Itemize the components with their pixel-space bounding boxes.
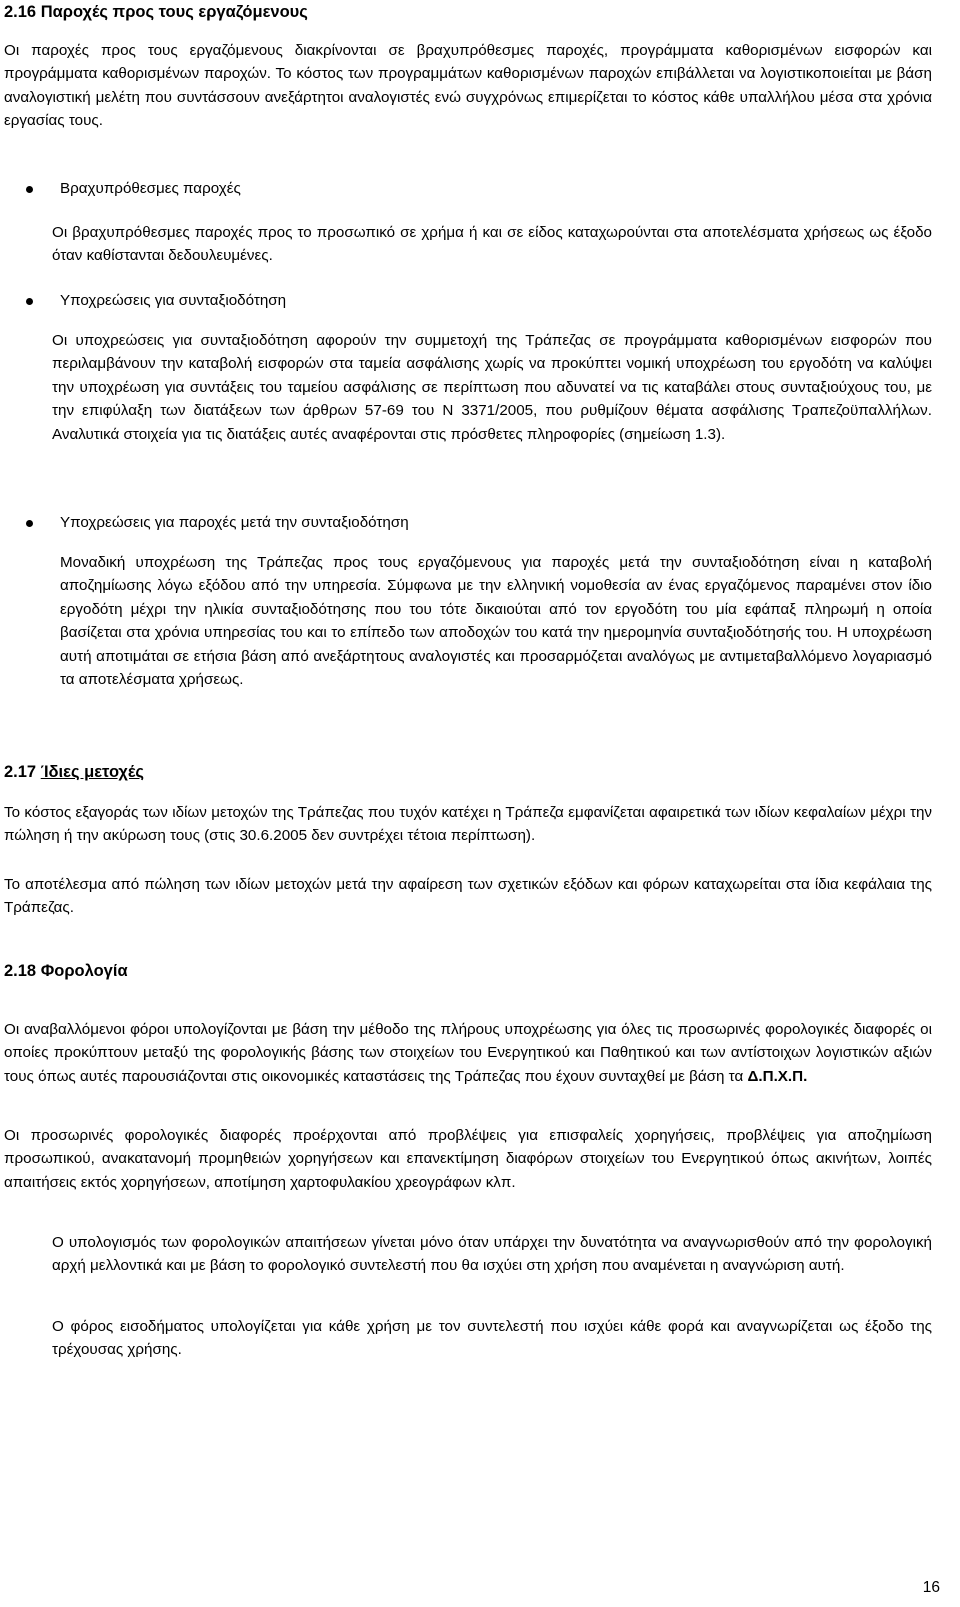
item-text-short-term-benefits: Οι βραχυπρόθεσμες παροχές προς το προσωπικό σε χρήμα ή και σε είδος καταχωρούνται στα αποτελέσματα χρήσεως ως έξοδο όταν καθίστανται δεδουλευμένες. — [52, 224, 932, 265]
section-2-17-paragraph-1: Το κόστος εξαγοράς των ιδίων μετοχών της Τράπεζας που τυχόν κατέχει η Τράπεζα εμφανίζεται αφαιρετικά των ιδίων κεφαλαίων μέχρι την πώληση ή την ακύρωση τους (στις 30.6.2005 δεν συντρέχει τέτοια περίπτωση). — [4, 804, 932, 845]
section-heading-2-16: 2.16 Παροχές προς τους εργαζόμενους — [4, 3, 308, 21]
section-heading-2-18 — [4, 961, 128, 981]
section-2-18-paragraph-3: Ο υπολογισμός των φορολογικών απαιτήσεων γίνεται μόνο όταν υπάρχει την δυνατότητα να αναγνωρισθούν από την φορολογική αρχή μελλοντικά και με βάση το φορολογικό συντελεστή που θα ισχύει στη χρήση που αναμένεται η αναγνώριση αυτή. — [52, 1234, 932, 1275]
section-2-16-intro: Οι παροχές προς τους εργαζόμενους διακρίνονται σε βραχυπρόθεσμες παροχές, προγράμματα καθορισμένων εισφορών και προγράμματα καθορισμένων παροχών. Το κόστος των προγραμμάτων καθορισμένων παροχών επιβάλλεται να λογιστικοποιείται με βάση αναλογιστική μελέτη που συντάσσουν ανεξάρτητοι αναλογιστές ενώ συγχρόνως επιμερίζεται το κόστος κάθε υπαλλήλου μέσα στα χρόνια εργασίας τους. — [4, 42, 932, 130]
item-label-pension-obligations: Υποχρεώσεις για συνταξιοδότηση — [60, 292, 287, 309]
section-number: 2.18 — [4, 962, 37, 980]
standards-abbreviation: Δ.Π.Χ.Π. — [747, 1067, 808, 1085]
section-2-18-paragraph-1 — [4, 1018, 932, 1088]
section-title: Ίδιες μετοχές — [40, 763, 144, 781]
bullet-marker — [26, 520, 33, 527]
section-number: 2.17 — [4, 763, 37, 781]
item-label-short-term-benefits: Βραχυπρόθεσμες παροχές — [60, 180, 241, 197]
bullet-marker — [26, 186, 33, 193]
page-number: 16 — [922, 1579, 940, 1596]
section-2-18-paragraph-2: Οι προσωρινές φορολογικές διαφορές προέρχονται από προβλέψεις για επισφαλείς χορηγήσεις, προβλέψεις για αποζημίωση προσωπικού, ανακατανομή προμηθειών χορηγήσεων και επανεκτίμηση διαφόρων στοιχείων του Ενεργητικού όπως ακινήτων, λοιπές απαιτήσεις εκτός χορηγήσεων, αποτίμηση χαρτοφυλακίου χρεογράφων κλπ. — [4, 1127, 932, 1191]
item-text-pension-obligations: Οι υποχρεώσεις για συνταξιοδότηση αφορούν την συμμετοχή της Τράπεζας σε προγράμματα καθορισμένων εισφορών που περιλαμβάνουν την καταβολή εισφορών στα ταμεία ασφάλισης χωρίς να προκύπτει νομική υποχρέωση του εργοδότη να καλύψει την υποχρέωση για συντάξεις του ταμείου ασφάλισης σε περίπτωση που αδυνατεί να τις καταβάλει στους συνταξιούχους του, με την επιφύλαξη των διατάξεων των άρθρων 57-69 του Ν 3371/2005, που ρυθμίζουν θέματα ασφάλισης Τραπεζοϋπαλλήλων. Αναλυτικά στοιχεία για τις διατάξεις αυτές αναφέρονται στις πρόσθετες πληροφορίες (σημείωση 1.3). — [52, 332, 932, 443]
paragraph-text: Οι αναβαλλόμενοι φόροι υπολογίζονται με βάση την μέθοδο της πλήρους υποχρέωσης για όλες τις προσωρινές φορολογικές διαφορές οι οποίες προκύπτουν μεταξύ της φορολογικής βάσης των στοιχείων του Ενεργητικού και Παθητικού και των αντίστοιχων λογιστικών αξιών τους όπως αυτές παρουσιάζονται στις οικονομικές καταστάσεις της Τράπεζας που έχουν συνταχθεί με βάση τα — [4, 1021, 932, 1085]
item-text-post-retirement-obligations: Μοναδική υποχρέωση της Τράπεζας προς τους εργαζόμενους για παροχές μετά την συνταξιοδότηση είναι η καταβολή αποζημίωσης λόγω εξόδου από την υπηρεσία. Σύμφωνα με την ελληνική νομοθεσία αν ένας εργαζόμενος παραμένει στον ίδιο εργοδότη μέχρι την ηλικία συνταξιοδότησης που του τότε δικαιούται από τον εργοδότη του μία εφάπαξ πληρωμή η οποία βασίζεται στα χρόνια υπηρεσίας του και το επίπεδο των αποδοχών του κατά την ημερομηνία συνταξιοδότησής του. Η υποχρέωση αυτή αποτιμάται σε ετήσια βάση από ανεξάρτητους αναλογιστές και προσαρμόζεται αναλόγως με αντιμεταβαλλόμενο λογαριασμό τα αποτελέσματα χρήσεως. — [60, 554, 932, 689]
section-title: Φορολογία — [40, 962, 128, 980]
section-2-17-paragraph-2: Το αποτέλεσμα από πώληση των ιδίων μετοχών μετά την αφαίρεση των σχετικών εξόδων και φόρων καταχωρείται στα ίδια κεφάλαια της Τράπεζας. — [4, 876, 932, 917]
item-label-post-retirement-obligations: Υποχρεώσεις για παροχές μετά την συνταξιοδότηση — [60, 514, 409, 531]
section-2-18-paragraph-4: Ο φόρος εισοδήματος υπολογίζεται για κάθε χρήση με τον συντελεστή που ισχύει κάθε φορά και αναγνωρίζεται ως έξοδο της τρέχουσας χρήσης. — [52, 1318, 932, 1359]
section-heading-2-17 — [4, 762, 144, 782]
bullet-marker — [26, 298, 33, 305]
